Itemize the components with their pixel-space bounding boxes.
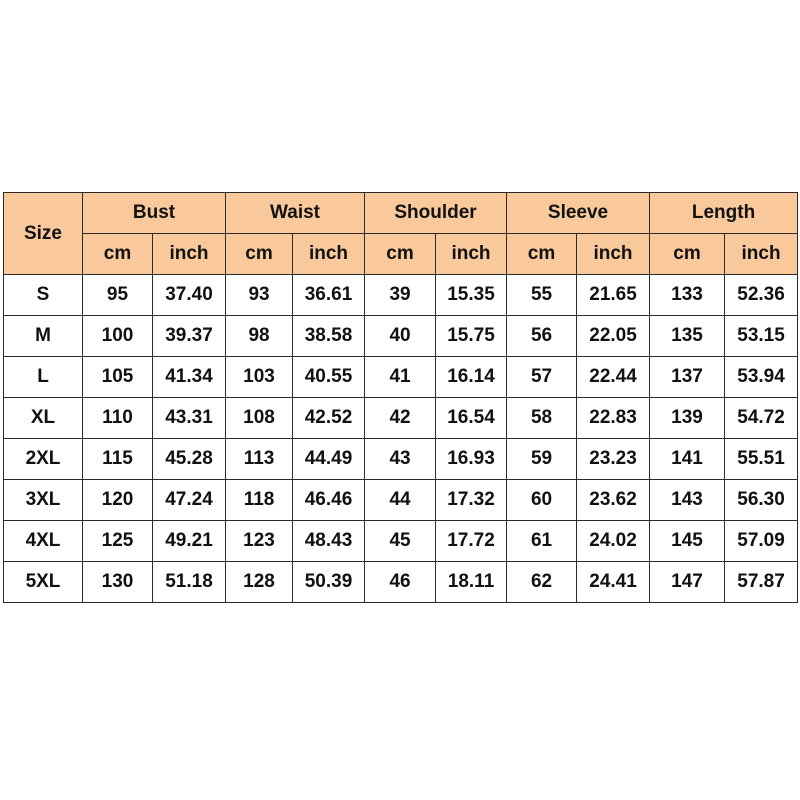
measurement-cell: 110 [83, 398, 153, 439]
table-row [4, 480, 798, 521]
unit-header: inch [725, 234, 798, 275]
measurement-cell: 38.58 [293, 316, 365, 357]
measurement-cell: 118 [226, 480, 293, 521]
measurement-cell: 45 [365, 521, 436, 562]
measurement-cell: 59 [507, 439, 577, 480]
size-cell: M [4, 316, 83, 357]
measurement-cell: 23.62 [577, 480, 650, 521]
measurement-cell: 95 [83, 275, 153, 316]
unit-header: cm [365, 234, 436, 275]
group-header-length: Length [650, 193, 798, 234]
measurement-cell: 62 [507, 562, 577, 603]
size-chart-table [3, 192, 798, 603]
size-cell: XL [4, 398, 83, 439]
measurement-cell: 43 [365, 439, 436, 480]
measurement-cell: 147 [650, 562, 725, 603]
measurement-cell: 52.36 [725, 275, 798, 316]
unit-header: inch [577, 234, 650, 275]
measurement-cell: 139 [650, 398, 725, 439]
measurement-cell: 48.43 [293, 521, 365, 562]
measurement-cell: 44 [365, 480, 436, 521]
measurement-cell: 60 [507, 480, 577, 521]
unit-header: cm [650, 234, 725, 275]
measurement-cell: 41.34 [153, 357, 226, 398]
measurement-cell: 16.54 [436, 398, 507, 439]
header-row-units [4, 234, 798, 275]
measurement-cell: 55.51 [725, 439, 798, 480]
measurement-cell: 15.35 [436, 275, 507, 316]
unit-header: cm [507, 234, 577, 275]
measurement-cell: 54.72 [725, 398, 798, 439]
group-header-waist: Waist [226, 193, 365, 234]
measurement-cell: 51.18 [153, 562, 226, 603]
measurement-cell: 22.44 [577, 357, 650, 398]
measurement-cell: 130 [83, 562, 153, 603]
measurement-cell: 43.31 [153, 398, 226, 439]
measurement-cell: 113 [226, 439, 293, 480]
measurement-cell: 143 [650, 480, 725, 521]
table-header [4, 193, 798, 275]
unit-header: inch [436, 234, 507, 275]
measurement-cell: 61 [507, 521, 577, 562]
measurement-cell: 39.37 [153, 316, 226, 357]
measurement-cell: 22.83 [577, 398, 650, 439]
size-cell: 4XL [4, 521, 83, 562]
table-row [4, 398, 798, 439]
measurement-cell: 57.87 [725, 562, 798, 603]
size-header: Size [4, 193, 83, 275]
measurement-cell: 42.52 [293, 398, 365, 439]
measurement-cell: 23.23 [577, 439, 650, 480]
measurement-cell: 57.09 [725, 521, 798, 562]
measurement-cell: 45.28 [153, 439, 226, 480]
unit-header: cm [83, 234, 153, 275]
measurement-cell: 24.41 [577, 562, 650, 603]
measurement-cell: 46.46 [293, 480, 365, 521]
measurement-cell: 133 [650, 275, 725, 316]
measurement-cell: 50.39 [293, 562, 365, 603]
measurement-cell: 15.75 [436, 316, 507, 357]
measurement-cell: 22.05 [577, 316, 650, 357]
measurement-cell: 93 [226, 275, 293, 316]
measurement-cell: 18.11 [436, 562, 507, 603]
measurement-cell: 141 [650, 439, 725, 480]
table-row [4, 562, 798, 603]
measurement-cell: 41 [365, 357, 436, 398]
measurement-cell: 39 [365, 275, 436, 316]
table-row [4, 357, 798, 398]
size-cell: L [4, 357, 83, 398]
table-row [4, 521, 798, 562]
table-row [4, 316, 798, 357]
size-cell: 3XL [4, 480, 83, 521]
unit-header: cm [226, 234, 293, 275]
measurement-cell: 125 [83, 521, 153, 562]
group-header-sleeve: Sleeve [507, 193, 650, 234]
group-header-shoulder: Shoulder [365, 193, 507, 234]
measurement-cell: 53.15 [725, 316, 798, 357]
table-row [4, 439, 798, 480]
measurement-cell: 36.61 [293, 275, 365, 316]
measurement-cell: 135 [650, 316, 725, 357]
measurement-cell: 128 [226, 562, 293, 603]
measurement-cell: 37.40 [153, 275, 226, 316]
measurement-cell: 17.72 [436, 521, 507, 562]
measurement-cell: 40.55 [293, 357, 365, 398]
measurement-cell: 103 [226, 357, 293, 398]
measurement-cell: 46 [365, 562, 436, 603]
size-cell: 2XL [4, 439, 83, 480]
measurement-cell: 123 [226, 521, 293, 562]
group-header-bust: Bust [83, 193, 226, 234]
measurement-cell: 16.14 [436, 357, 507, 398]
unit-header: inch [293, 234, 365, 275]
unit-header: inch [153, 234, 226, 275]
measurement-cell: 40 [365, 316, 436, 357]
measurement-cell: 108 [226, 398, 293, 439]
measurement-cell: 49.21 [153, 521, 226, 562]
measurement-cell: 56.30 [725, 480, 798, 521]
measurement-cell: 55 [507, 275, 577, 316]
measurement-cell: 137 [650, 357, 725, 398]
measurement-cell: 42 [365, 398, 436, 439]
size-cell: 5XL [4, 562, 83, 603]
measurement-cell: 98 [226, 316, 293, 357]
measurement-cell: 16.93 [436, 439, 507, 480]
measurement-cell: 44.49 [293, 439, 365, 480]
measurement-cell: 145 [650, 521, 725, 562]
measurement-cell: 21.65 [577, 275, 650, 316]
measurement-cell: 57 [507, 357, 577, 398]
table-row [4, 275, 798, 316]
table-body [4, 275, 798, 603]
measurement-cell: 47.24 [153, 480, 226, 521]
measurement-cell: 105 [83, 357, 153, 398]
measurement-cell: 58 [507, 398, 577, 439]
measurement-cell: 17.32 [436, 480, 507, 521]
measurement-cell: 24.02 [577, 521, 650, 562]
measurement-cell: 56 [507, 316, 577, 357]
header-row-groups [4, 193, 798, 234]
measurement-cell: 120 [83, 480, 153, 521]
size-cell: S [4, 275, 83, 316]
measurement-cell: 100 [83, 316, 153, 357]
measurement-cell: 53.94 [725, 357, 798, 398]
measurement-cell: 115 [83, 439, 153, 480]
